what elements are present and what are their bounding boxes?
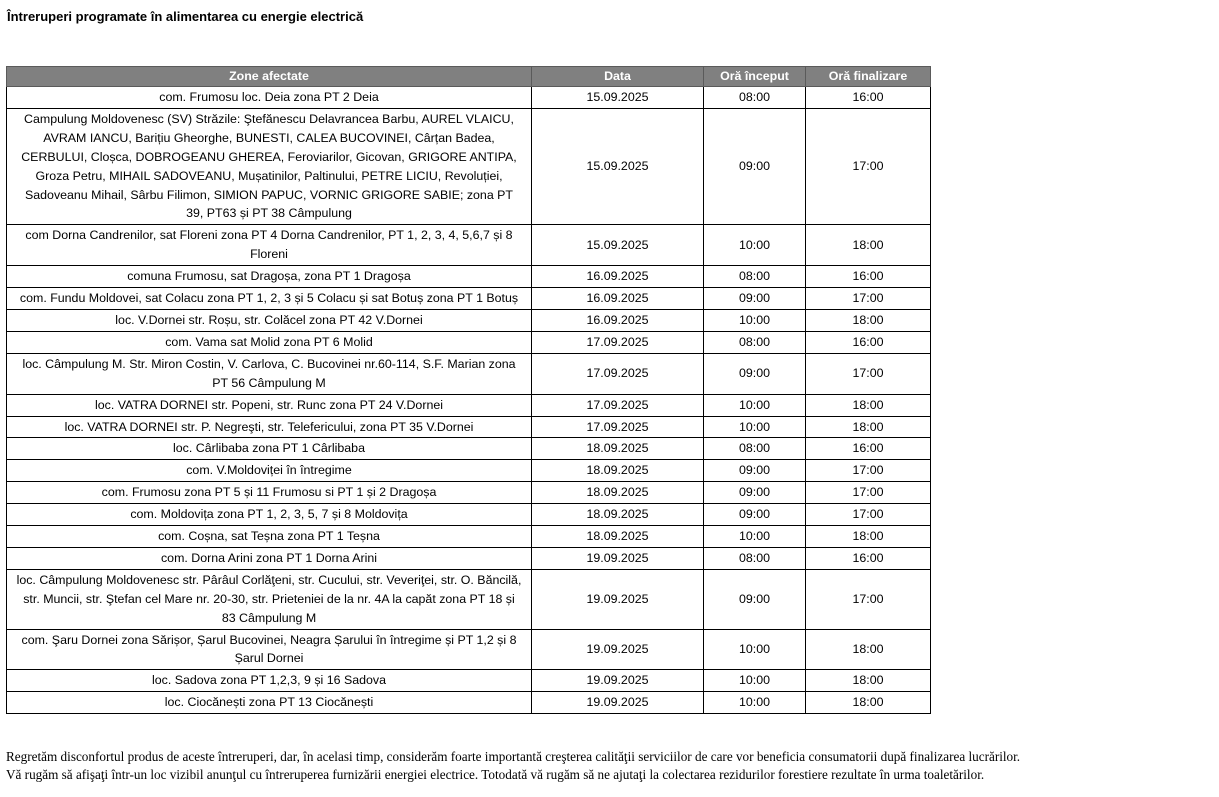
table-row xyxy=(7,87,931,109)
zone-cell: loc. Câmpulung M. Str. Miron Costin, V. Carlova, C. Bucovinei nr.60-114, S.F. Marian zona PT 56 Câmpulung M xyxy=(7,353,532,394)
table-row xyxy=(7,692,931,714)
end-time-cell: 18:00 xyxy=(806,526,931,548)
zone-cell: com. Frumosu zona PT 5 și 11 Frumosu si PT 1 și 2 Dragoșa xyxy=(7,482,532,504)
date-cell: 15.09.2025 xyxy=(532,108,704,224)
date-cell: 18.09.2025 xyxy=(532,504,704,526)
start-time-cell: 08:00 xyxy=(704,547,806,569)
start-time-cell: 09:00 xyxy=(704,504,806,526)
table-row xyxy=(7,288,931,310)
footer-notice xyxy=(6,748,1219,784)
zone-cell: loc. VATRA DORNEI str. Popeni, str. Runc zona PT 24 V.Dornei xyxy=(7,394,532,416)
outage-table xyxy=(6,66,931,714)
zone-cell: com. Frumosu loc. Deia zona PT 2 Deia xyxy=(7,87,532,109)
start-time-cell: 09:00 xyxy=(704,482,806,504)
date-cell: 17.09.2025 xyxy=(532,394,704,416)
start-time-cell: 10:00 xyxy=(704,526,806,548)
zone-cell: com. V.Moldoviței în întregime xyxy=(7,460,532,482)
start-time-cell: 09:00 xyxy=(704,108,806,224)
table-row xyxy=(7,670,931,692)
end-time-cell: 17:00 xyxy=(806,482,931,504)
end-time-cell: 16:00 xyxy=(806,547,931,569)
table-row xyxy=(7,438,931,460)
date-cell: 18.09.2025 xyxy=(532,460,704,482)
start-time-cell: 09:00 xyxy=(704,460,806,482)
table-row xyxy=(7,629,931,670)
table-row xyxy=(7,482,931,504)
date-cell: 15.09.2025 xyxy=(532,87,704,109)
end-time-cell: 17:00 xyxy=(806,353,931,394)
table-row xyxy=(7,394,931,416)
table-row xyxy=(7,569,931,629)
end-time-cell: 18:00 xyxy=(806,416,931,438)
zone-cell: loc. V.Dornei str. Roșu, str. Colăcel zona PT 42 V.Dornei xyxy=(7,309,532,331)
date-cell: 16.09.2025 xyxy=(532,309,704,331)
end-time-cell: 18:00 xyxy=(806,394,931,416)
table-body xyxy=(7,87,931,714)
end-time-cell: 17:00 xyxy=(806,108,931,224)
zone-cell: loc. Sadova zona PT 1,2,3, 9 și 16 Sadova xyxy=(7,670,532,692)
column-header-end-time: Oră finalizare xyxy=(806,67,931,87)
zone-cell: Campulung Moldovenesc (SV) Străzile: Ştefănescu Delavrancea Barbu, AUREL VLAICU, AVRAM IANCU, Barițiu Gheorghe, BUNESTI, CALEA BUCOVINEI, Cârțan Badea, CERBULUI, Cloșca, DOBROGEANU GHEREA, Feroviarilor, Gicovan, GRIGORE ANTIPA, Groza Petru, MIHAIL SADOVEANU, Mușatinilor, Paltinului, PETRE LICIU, Revoluției, Sadoveanu Mihail, Sârbu Filimon, SIMION PAPUC, VORNIC GRIGORE SABIE; zona PT 39, PT63 și PT 38 Câmpulung xyxy=(7,108,532,224)
table-row xyxy=(7,416,931,438)
start-time-cell: 10:00 xyxy=(704,416,806,438)
end-time-cell: 16:00 xyxy=(806,331,931,353)
date-cell: 15.09.2025 xyxy=(532,225,704,266)
table-row xyxy=(7,547,931,569)
zone-cell: com. Fundu Moldovei, sat Colacu zona PT 1, 2, 3 și 5 Colacu și sat Botuș zona PT 1 Botuș xyxy=(7,288,532,310)
date-cell: 16.09.2025 xyxy=(532,288,704,310)
table-row xyxy=(7,504,931,526)
zone-cell: com. Dorna Arini zona PT 1 Dorna Arini xyxy=(7,547,532,569)
date-cell: 16.09.2025 xyxy=(532,266,704,288)
zone-cell: loc. Câmpulung Moldovenesc str. Pârâul Corlăţeni, str. Cucului, str. Veveriţei, str. O. Băncilă, str. Muncii, str. Ştefan cel Mare nr. 20-30, str. Prieteniei de la nr. 4A la capăt zona PT 18 și 83 Câmpulung M xyxy=(7,569,532,629)
zone-cell: com. Moldovița zona PT 1, 2, 3, 5, 7 și 8 Moldovița xyxy=(7,504,532,526)
date-cell: 19.09.2025 xyxy=(532,692,704,714)
column-header-zones: Zone afectate xyxy=(7,67,532,87)
start-time-cell: 10:00 xyxy=(704,225,806,266)
start-time-cell: 10:00 xyxy=(704,394,806,416)
table-row xyxy=(7,108,931,224)
footer-line-request: Vă rugăm să afişaţi într-un loc vizibil anunţul cu întreruperea furnizării energiei electrice. Totodată vă rugăm să ne ajutaţi la colectarea rezidurilor forestiere rezultate în urma toaletărilor. xyxy=(6,767,985,782)
header-row xyxy=(7,67,931,87)
end-time-cell: 18:00 xyxy=(806,629,931,670)
date-cell: 19.09.2025 xyxy=(532,569,704,629)
column-header-date: Data xyxy=(532,67,704,87)
zone-cell: loc. Cârlibaba zona PT 1 Cârlibaba xyxy=(7,438,532,460)
end-time-cell: 18:00 xyxy=(806,309,931,331)
end-time-cell: 17:00 xyxy=(806,569,931,629)
zone-cell: com. Coșna, sat Teșna zona PT 1 Teșna xyxy=(7,526,532,548)
column-header-start-time: Oră început xyxy=(704,67,806,87)
table-row xyxy=(7,309,931,331)
start-time-cell: 08:00 xyxy=(704,87,806,109)
end-time-cell: 16:00 xyxy=(806,87,931,109)
date-cell: 18.09.2025 xyxy=(532,526,704,548)
date-cell: 19.09.2025 xyxy=(532,629,704,670)
start-time-cell: 08:00 xyxy=(704,438,806,460)
date-cell: 17.09.2025 xyxy=(532,331,704,353)
end-time-cell: 17:00 xyxy=(806,288,931,310)
date-cell: 18.09.2025 xyxy=(532,482,704,504)
table-row xyxy=(7,526,931,548)
page-title: Întreruperi programate în alimentarea cu energie electrică xyxy=(7,9,364,24)
start-time-cell: 09:00 xyxy=(704,288,806,310)
end-time-cell: 17:00 xyxy=(806,504,931,526)
start-time-cell: 09:00 xyxy=(704,569,806,629)
start-time-cell: 10:00 xyxy=(704,309,806,331)
table-row xyxy=(7,460,931,482)
end-time-cell: 18:00 xyxy=(806,225,931,266)
start-time-cell: 08:00 xyxy=(704,266,806,288)
end-time-cell: 16:00 xyxy=(806,438,931,460)
footer-line-apology: Regretăm disconfortul produs de aceste întreruperi, dar, în acelasi timp, considerăm foarte importantă creşterea calităţii serviciilor de care vor beneficia consumatorii după finalizarea lucrărilor. xyxy=(6,749,1021,764)
table-row xyxy=(7,225,931,266)
zone-cell: com Dorna Candrenilor, sat Floreni zona PT 4 Dorna Candrenilor, PT 1, 2, 3, 4, 5,6,7 și 8 Floreni xyxy=(7,225,532,266)
end-time-cell: 17:00 xyxy=(806,460,931,482)
table-row xyxy=(7,331,931,353)
date-cell: 17.09.2025 xyxy=(532,353,704,394)
start-time-cell: 09:00 xyxy=(704,353,806,394)
date-cell: 19.09.2025 xyxy=(532,670,704,692)
end-time-cell: 18:00 xyxy=(806,692,931,714)
table-row xyxy=(7,353,931,394)
date-cell: 18.09.2025 xyxy=(532,438,704,460)
date-cell: 17.09.2025 xyxy=(532,416,704,438)
table-row xyxy=(7,266,931,288)
table-header xyxy=(7,67,931,87)
start-time-cell: 10:00 xyxy=(704,670,806,692)
zone-cell: loc. Ciocănești zona PT 13 Ciocănești xyxy=(7,692,532,714)
end-time-cell: 16:00 xyxy=(806,266,931,288)
zone-cell: loc. VATRA DORNEI str. P. Negreşti, str. Telefericului, zona PT 35 V.Dornei xyxy=(7,416,532,438)
start-time-cell: 10:00 xyxy=(704,629,806,670)
start-time-cell: 10:00 xyxy=(704,692,806,714)
zone-cell: com. Vama sat Molid zona PT 6 Molid xyxy=(7,331,532,353)
end-time-cell: 18:00 xyxy=(806,670,931,692)
date-cell: 19.09.2025 xyxy=(532,547,704,569)
zone-cell: com. Şaru Dornei zona Sărișor, Șarul Bucovinei, Neagra Șarului în întregime și PT 1,2 și 8 Șarul Dornei xyxy=(7,629,532,670)
start-time-cell: 08:00 xyxy=(704,331,806,353)
zone-cell: comuna Frumosu, sat Dragoșa, zona PT 1 Dragoșa xyxy=(7,266,532,288)
